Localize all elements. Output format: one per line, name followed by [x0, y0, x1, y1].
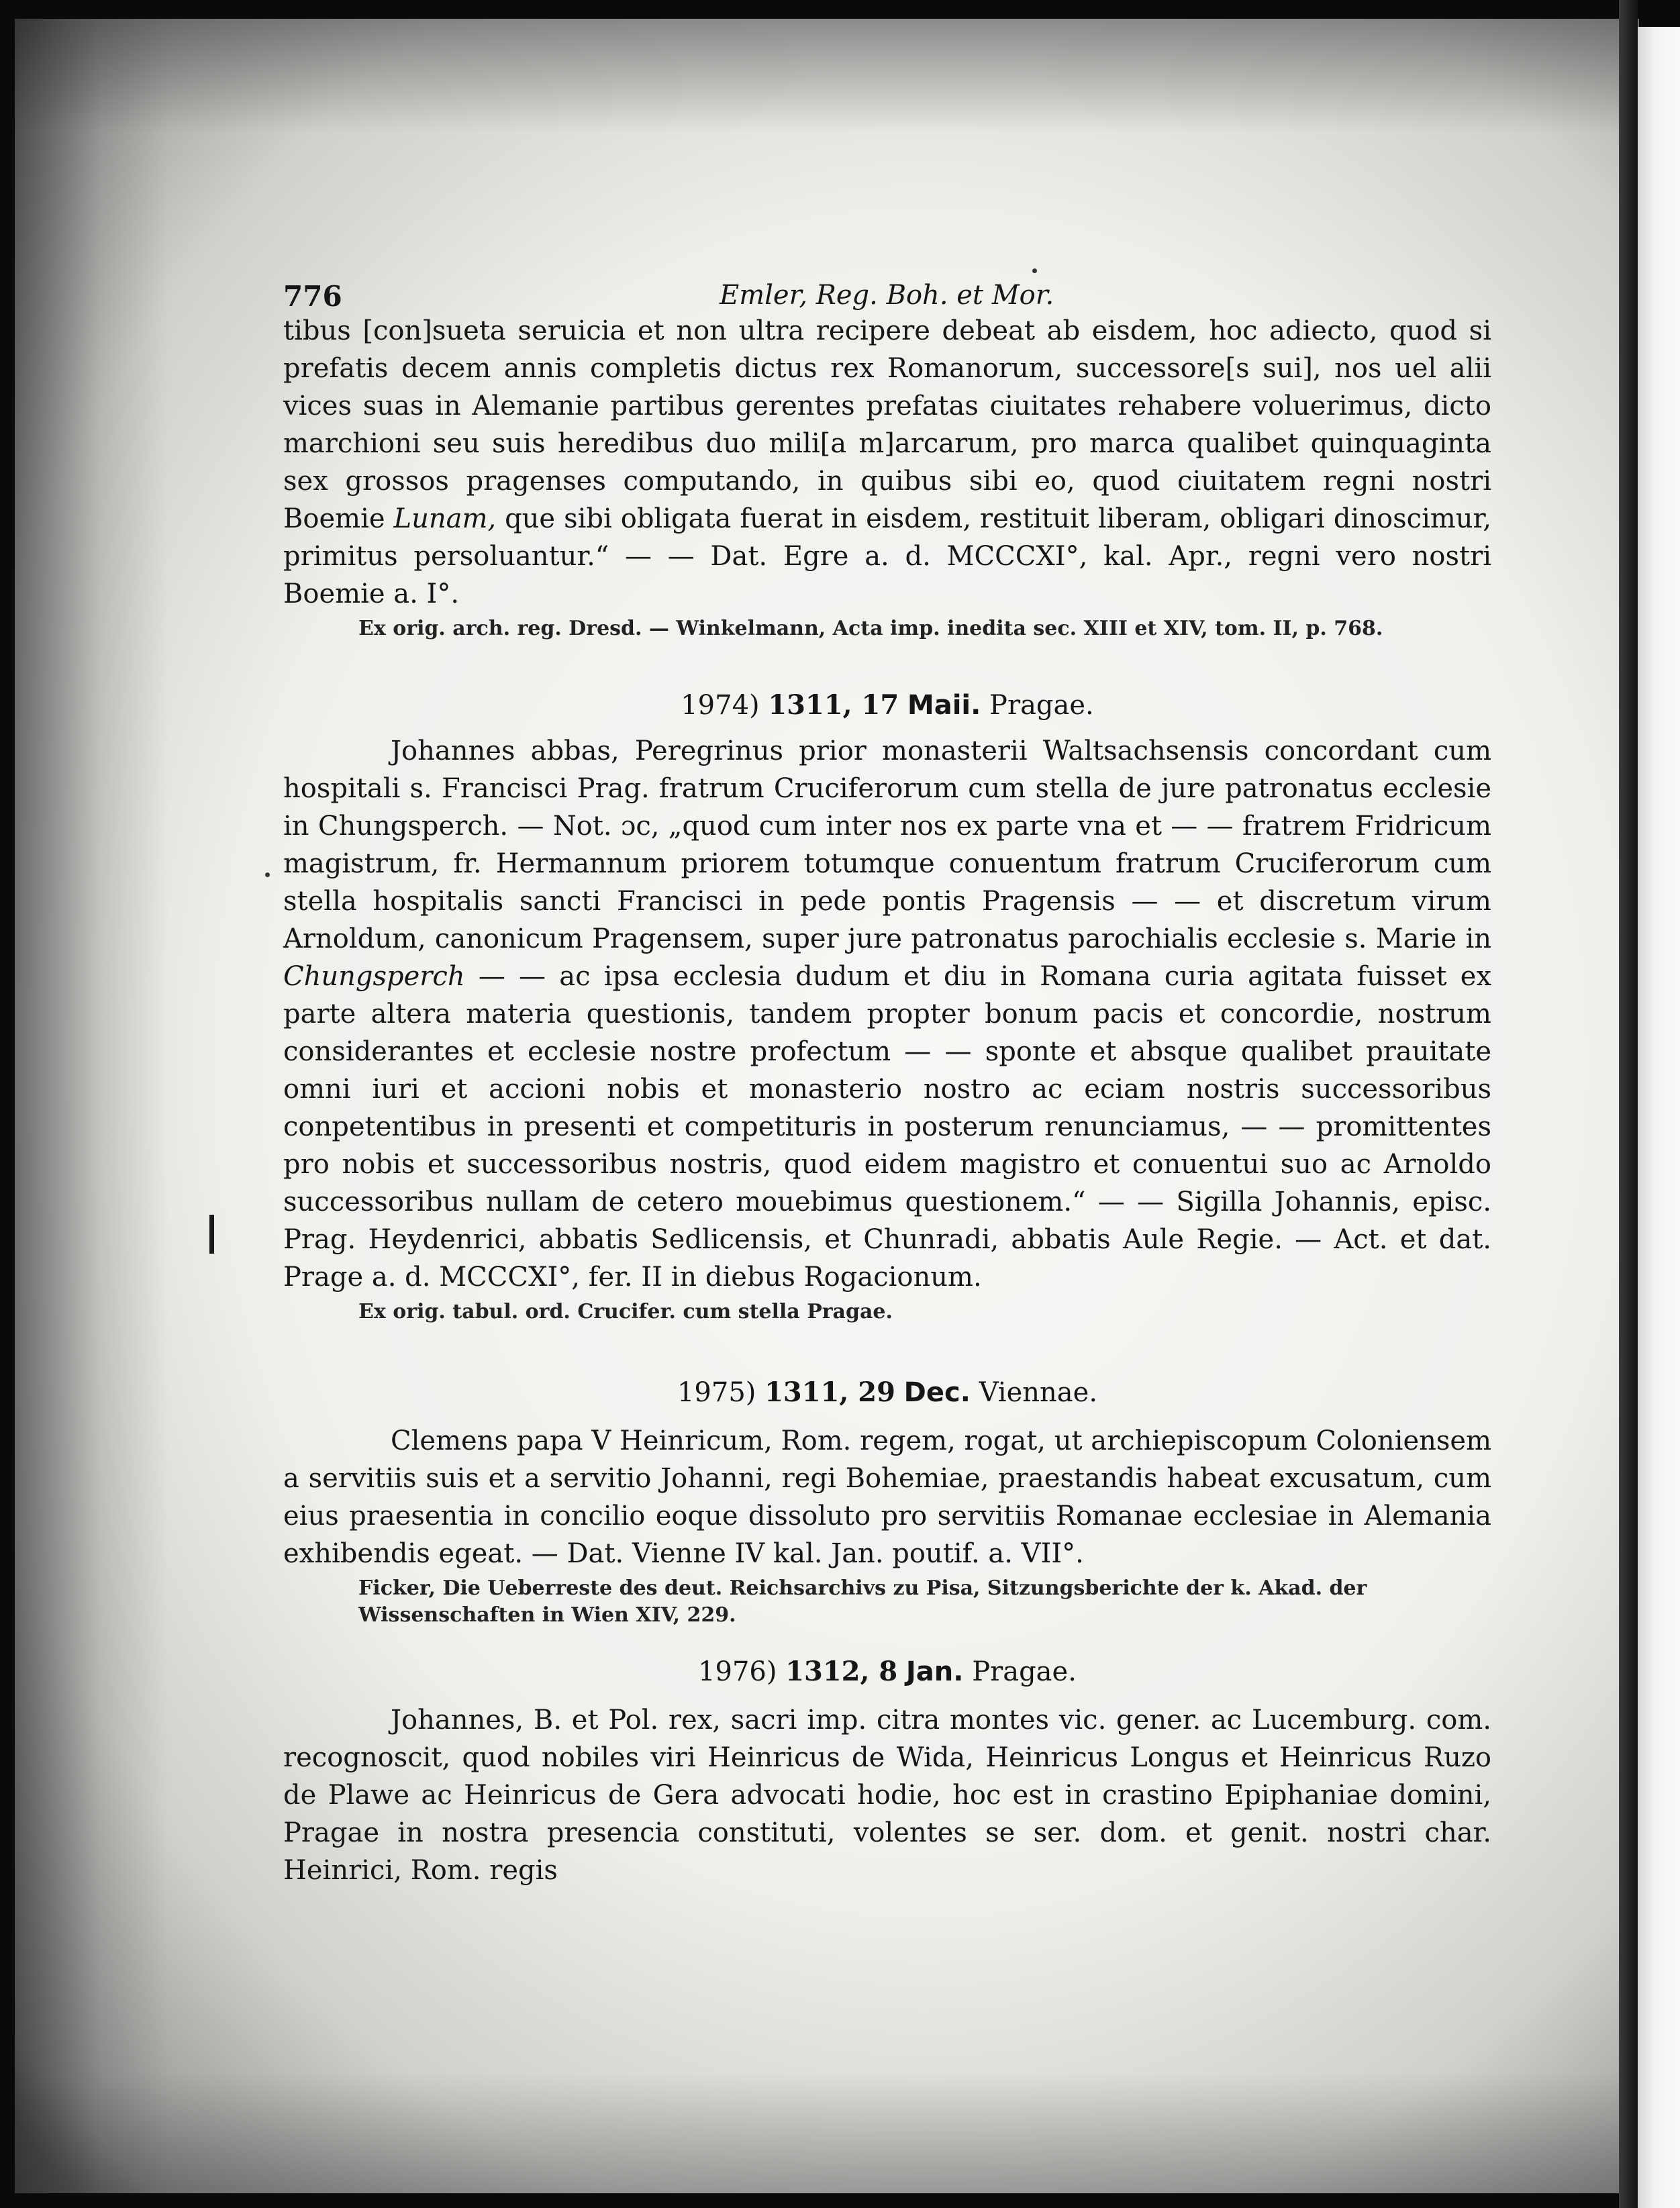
margin-mark	[209, 1215, 214, 1254]
running-title: Emler, Reg. Boh. et Mor.	[720, 280, 1054, 311]
regest-text-a: Johannes abbas, Peregrinus prior monasterii Waltsachsensis concordant cum hospitali s. Francisci Prag. fratrum Cruciferorum cum stella de jure patronatus ecclesie in Chungsperch. — Not. ɔc, „quod cum inter nos ex parte vna et — — fratrem Fridricum magistrum, fr. Hermannum priorem totumque conuentum fratrum Cruciferorum cum stella hospitalis sancti Francisci in pede pontis Pragensis — — et discretum virum Arnoldum, canonicum Pragensem, super jure patronatus parochialis ecclesie s. Marie in	[283, 736, 1491, 954]
regest-month: Jan.	[905, 1656, 964, 1687]
regest-text-1974	[283, 732, 1491, 1296]
left-shadow	[15, 19, 169, 2193]
top-shadow	[15, 19, 1639, 133]
italic-term: Lunam,	[393, 503, 497, 534]
regest-date: 1312, 8	[785, 1656, 898, 1687]
page-content	[283, 265, 1491, 1889]
running-head	[283, 265, 1491, 312]
regest-text-b: — — ac ipsa ecclesia dudum et diu in Romana curia agitata fuisset ex parte altera materia questionis, tandem propter bonum pacis et concordie, nostrum considerantes et ecclesie nostre profectum — — sponte et absque qualibet prauitate omni iuri et accioni nobis et monasterio nostro ac eciam nostris successoribus conpetentibus in presenti et competituris in posterum renunciamus, — — promittentes pro nobis et successoribus nostris, quod eidem magistro et conuentui suo ac Arnoldo successoribus nullam de cetero mouebimus questionem.“ — — Sigilla Johannis, episc. Prag. Heydenrici, abbatis Sedlicensis, et Chunradi, abbatis Aule Regie. — Act. et dat. Prage a. d. MCCCXI°, fer. II in diebus Rogacionum.	[283, 961, 1492, 1293]
continued-text	[283, 312, 1491, 613]
regest-text-1975: Clemens papa V Heinricum, Rom. regem, rogat, ut archiepiscopum Coloniensem a servitiis suis et a servitio Johanni, regi Bohemiae, praestandis habeat excusatum, cum eius praesentia in concilio eoque dissoluto pro servitiis Romanae ecclesiae in Alemania exhibendis egeat. — Dat. Vienne IV kal. Jan. poutif. a. VII°.	[283, 1425, 1491, 1569]
regest-heading-1975	[283, 1374, 1491, 1411]
regest-place: Pragae.	[972, 1656, 1077, 1687]
bottom-shadow	[15, 2072, 1639, 2193]
source-note: Ficker, Die Ueberreste des deut. Reichsarchivs zu Pisa, Sitzungsberichte der k. Akad. der Wissenschaften in Wien XIV, 229.	[358, 1576, 1367, 1627]
source-note: Ex orig. tabul. ord. Crucifer. cum stella Pragae.	[358, 1300, 893, 1323]
source-note: Ex orig. arch. reg. Dresd. — Winkelmann, Acta imp. inedita sec. XIII et XIV, tom. II, p. 768.	[358, 617, 1383, 640]
page-number: 776	[283, 280, 342, 313]
page-edge-next-leaf	[1638, 27, 1680, 2208]
regest-number: 1974)	[681, 690, 760, 721]
regest-text-1976: Johannes, B. et Pol. rex, sacri imp. citra montes vic. gener. ac Lucemburg. com. recognoscit, quod nobiles viri Heinricus de Wida, Heinricus Longus et Heinricus Ruzo de Plawe ac Heinricus de Gera advocati hodie, hoc est in crastino Epiphaniae domini, Pragae in nostra presencia constituti, volentes se ser. dom. et genit. nostri char. Heinrici, Rom. regis	[283, 1705, 1491, 1886]
regest-date: 1311, 29	[764, 1376, 895, 1408]
regest-place: Viennae.	[979, 1377, 1098, 1408]
page-edge-dark	[1619, 0, 1638, 2208]
italic-term: Chungsperch	[283, 961, 465, 992]
regest-number: 1975)	[677, 1377, 756, 1408]
regest-heading-1976	[283, 1653, 1491, 1691]
continued-text-b: que sibi obligata fuerat in eisdem, restituit liberam, obligari dinoscimur, primitus persoluantur.“ — — Dat. Egre a. d. MCCCXI°, kal. Apr., regni vero nostri Boemie a. I°.	[283, 503, 1491, 609]
regest-heading-1974	[283, 687, 1491, 724]
regest-month: Maii.	[907, 690, 981, 721]
regest-month: Dec.	[903, 1377, 971, 1408]
regest-date: 1311, 17	[768, 689, 899, 721]
ink-speck	[265, 872, 270, 877]
regest-number: 1976)	[698, 1656, 777, 1687]
regest-place: Pragae.	[989, 690, 1094, 721]
continued-text-a: tibus [con]sueta seruicia et non ultra recipere debeat ab eisdem, hoc adiecto, quod si prefatis decem annis completis dictus rex Romanorum, successore[s sui], nos uel alii vices suas in Alemanie partibus gerentes prefatas ciuitates rehabere voluerimus, dicto marchioni seu suis heredibus duo mili[a m]arcarum, pro marca qualibet quinquaginta sex grossos pragenses computando, in quibus sibi eo, quod ciuitatem regni nostri Boemie	[283, 315, 1491, 534]
